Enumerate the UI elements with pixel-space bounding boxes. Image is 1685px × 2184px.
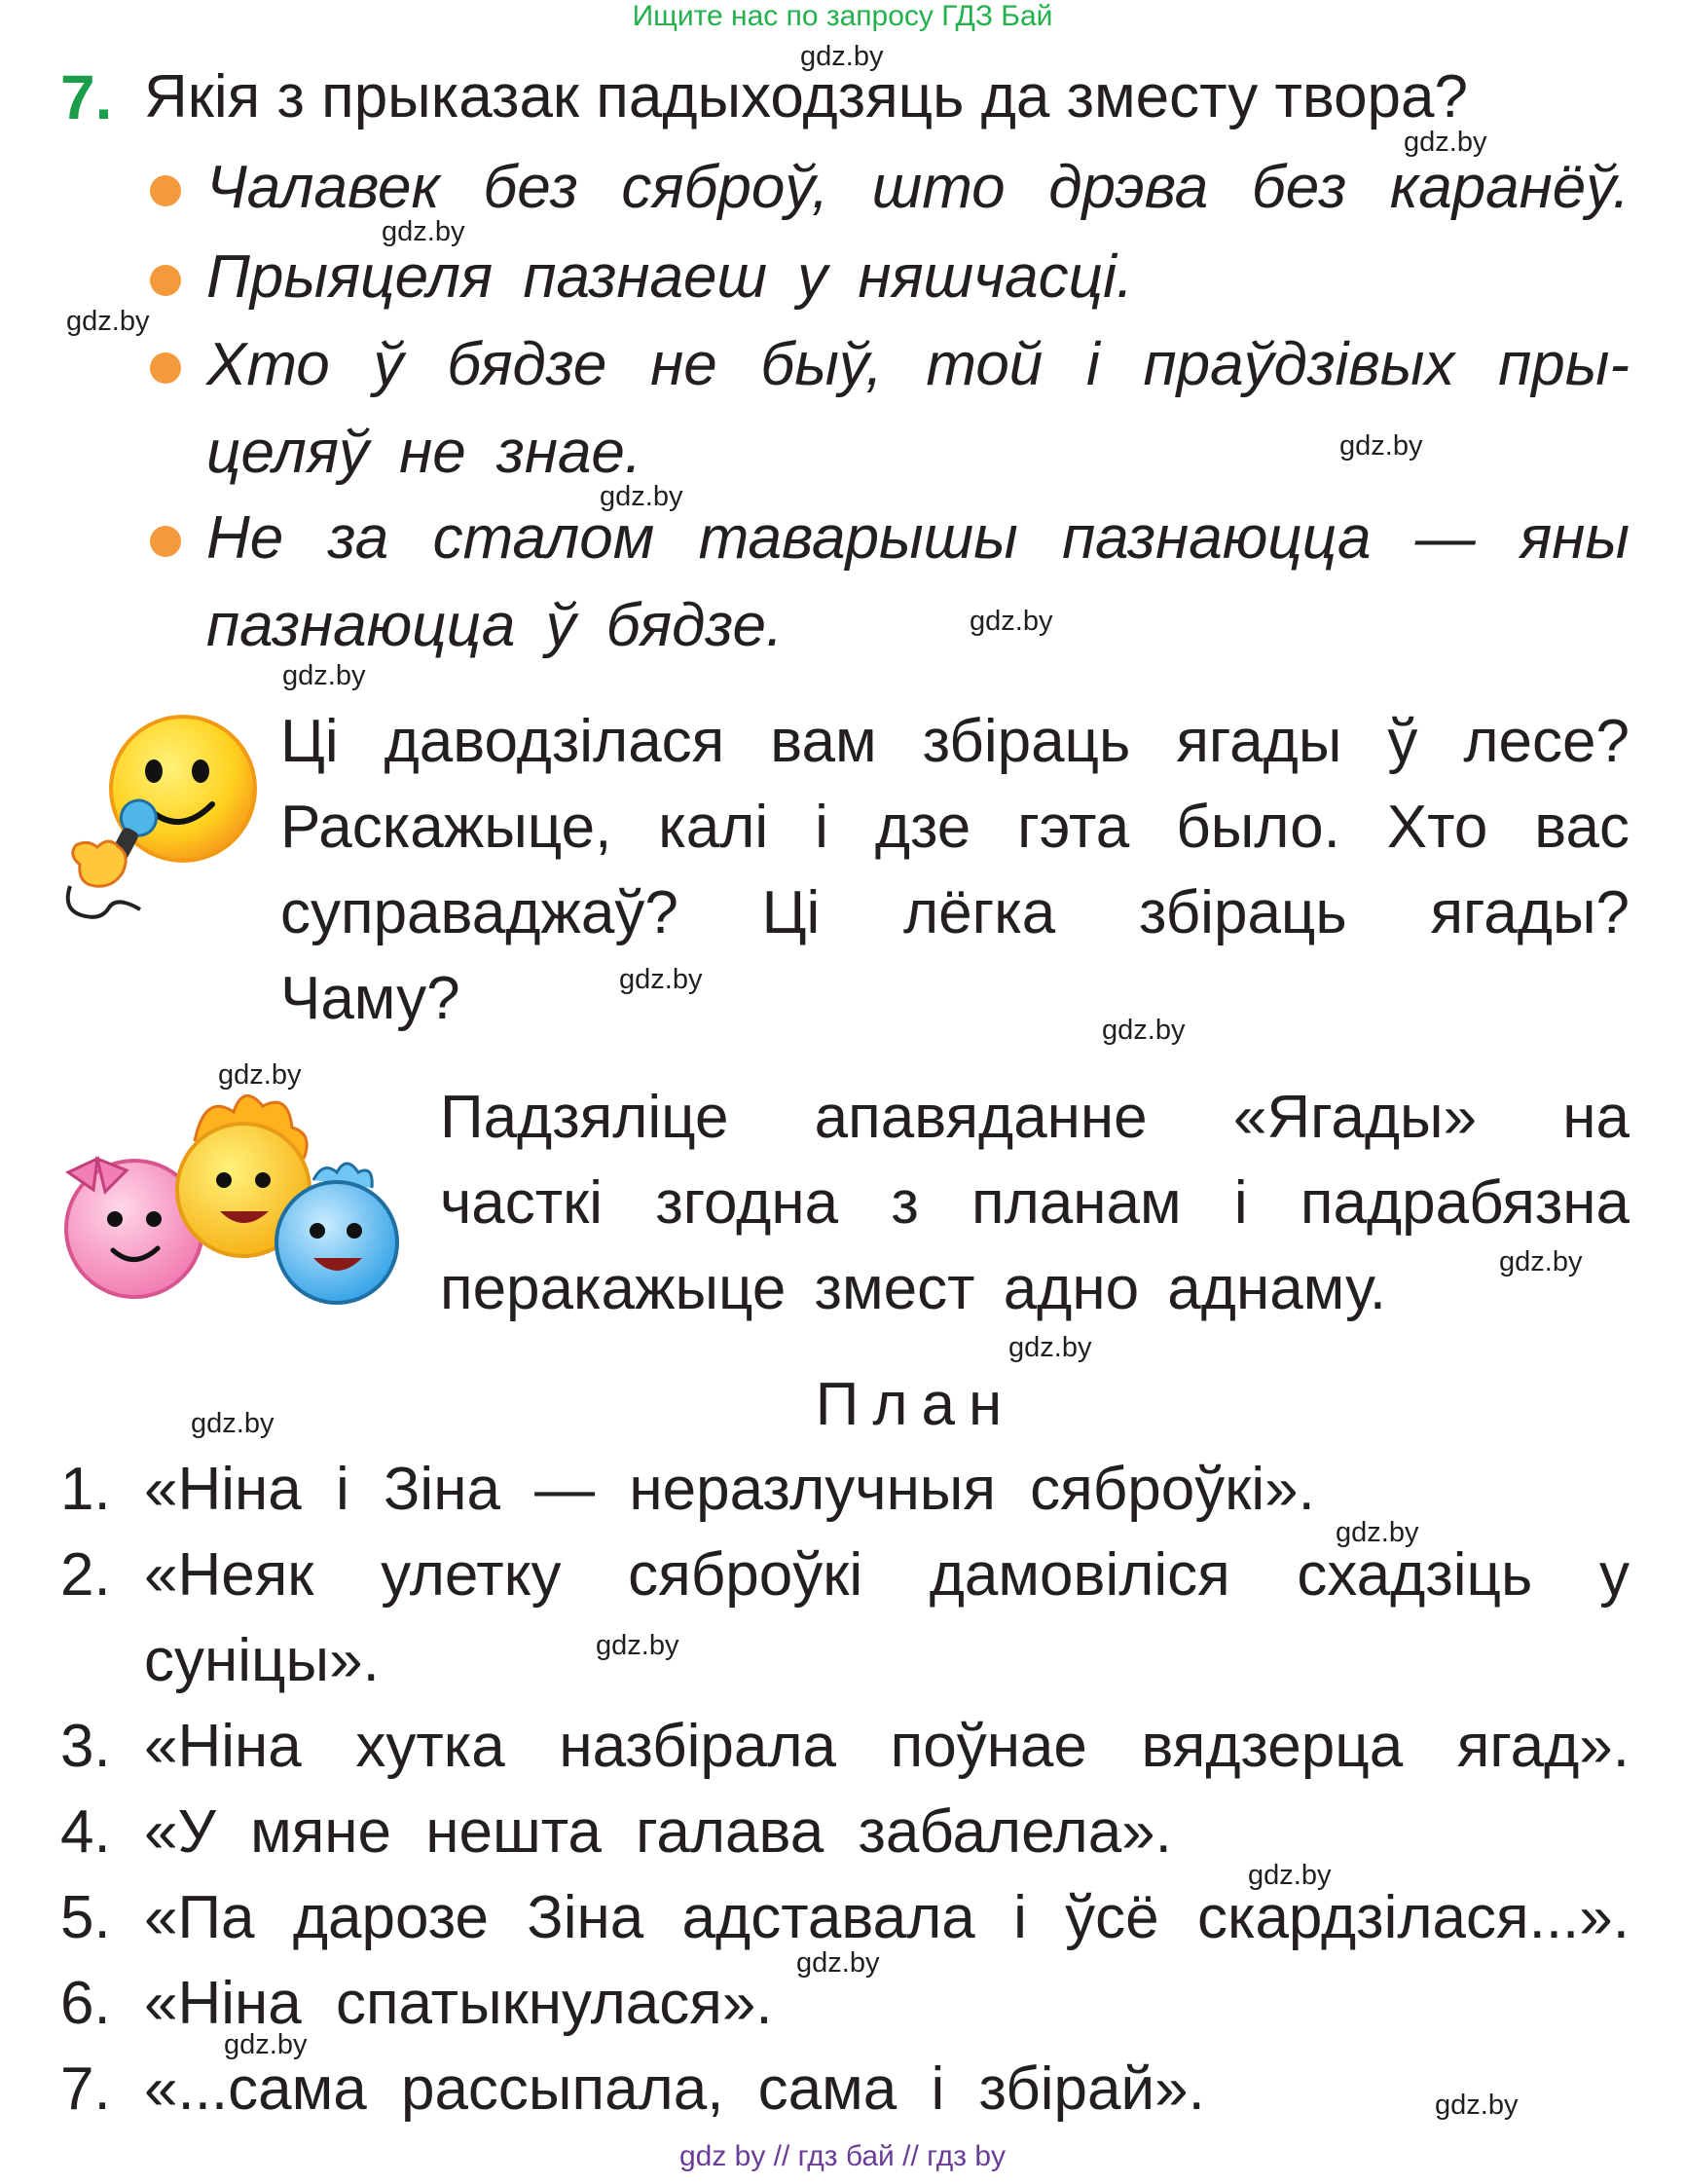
- plan-item-number: 1.: [60, 1456, 111, 1523]
- bullet-icon: [150, 352, 181, 384]
- proverb-line: целяў не знае.: [206, 419, 642, 486]
- watermark: gdz.by: [1435, 2090, 1519, 2121]
- watermark: gdz.by: [619, 964, 703, 995]
- plan-item-number: 3.: [60, 1713, 111, 1780]
- proverb-line: Хто ў бядзе не быў, той і праўдзівых пры-: [206, 331, 1630, 398]
- bullet-icon: [150, 175, 181, 206]
- group-task-line: часткі згодна з планам і падрабязна: [440, 1169, 1630, 1237]
- plan-item-number: 7.: [60, 2055, 111, 2123]
- watermark: gdz.by: [218, 1059, 302, 1091]
- plan-item-line: «Па дарозе Зіна адставала і ўсё скардзілася...».: [144, 1884, 1630, 1951]
- top-banner: Ищите нас по запросу ГДЗ Бай: [632, 0, 1053, 32]
- discussion-line: Раскажыце, калі і дзе гэта было. Хто вас: [280, 794, 1630, 861]
- plan-item-line: «...сама рассыпала, сама і збірай».: [144, 2055, 1205, 2123]
- group-task-line: Падзяліце апавяданне «Ягады» на: [440, 1084, 1630, 1151]
- watermark: gdz.by: [1102, 1015, 1186, 1046]
- proverb: [206, 144, 1630, 232]
- watermark: gdz.by: [282, 660, 366, 691]
- bottom-banner: gdz by // гдз бай // гдз by: [678, 2140, 1007, 2172]
- task-question: Якія з прыказак падыходзяць да зместу твора?: [144, 63, 1469, 130]
- group-task-line: перакажыце змест адно аднаму.: [440, 1255, 1387, 1322]
- watermark: gdz.by: [1339, 430, 1423, 462]
- discussion-line: суправаджаў? Ці лёгка збіраць ягады?: [280, 879, 1630, 946]
- watermark: gdz.by: [800, 41, 884, 72]
- discussion-text: [280, 699, 1630, 1042]
- proverb-line: пазнаюцца ў бядзе.: [206, 592, 784, 659]
- plan-item-line: «Ніна і Зіна — неразлучныя сяброўкі».: [144, 1456, 1315, 1523]
- proverb-line: Чалавек без сяброў, што дрэва без каранёў.: [206, 154, 1630, 221]
- plan-item-number: 5.: [60, 1884, 111, 1951]
- watermark: gdz.by: [1008, 1332, 1092, 1363]
- plan-item-line: «Ніна спатыкнулася».: [144, 1970, 773, 2037]
- group-task-text: [440, 1075, 1630, 1332]
- watermark: gdz.by: [382, 216, 465, 247]
- watermark: gdz.by: [1499, 1246, 1583, 1277]
- watermark: gdz.by: [596, 1630, 679, 1661]
- watermark: gdz.by: [191, 1408, 275, 1439]
- watermark: gdz.by: [1248, 1860, 1332, 1891]
- discussion-line: Чаму?: [280, 965, 460, 1032]
- watermark: gdz.by: [970, 606, 1053, 637]
- proverb: [206, 321, 1630, 497]
- watermark: gdz.by: [66, 306, 150, 337]
- discussion-line: Ці даводзілася вам збіраць ягады ў лесе?: [280, 708, 1630, 775]
- proverb: [206, 234, 1630, 321]
- watermark: gdz.by: [600, 481, 683, 512]
- plan-title: План: [815, 1371, 1016, 1438]
- proverb-line: Не за сталом таварышы пазнаюцца — яны: [206, 504, 1630, 572]
- proverb: [206, 495, 1630, 670]
- plan-item-number: 4.: [60, 1798, 111, 1866]
- plan-item-line: «Неяк улетку сяброўкі дамовіліся схадзіць у: [144, 1541, 1630, 1609]
- plan-item-line: суніцы».: [144, 1627, 380, 1694]
- watermark: gdz.by: [224, 2029, 308, 2060]
- bullet-icon: [150, 265, 181, 296]
- plan-item-line: «Ніна хутка назбірала поўнае вядзерца ягад».: [144, 1713, 1630, 1780]
- three-smileys-group-icon: [58, 1083, 409, 1307]
- bullet-icon: [150, 526, 181, 557]
- watermark: gdz.by: [1336, 1517, 1419, 1548]
- task-number: 7.: [60, 62, 113, 132]
- proverb-line: Прыяцеля пазнаеш у няшчасці.: [206, 243, 1134, 311]
- watermark: gdz.by: [796, 1947, 880, 1979]
- watermark: gdz.by: [1404, 127, 1487, 158]
- plan-item-line: «У мяне нешта галава забалела».: [144, 1798, 1172, 1866]
- plan-item-number: 6.: [60, 1970, 111, 2037]
- plan-item-number: 2.: [60, 1541, 111, 1609]
- smiley-microphone-icon: [58, 709, 263, 933]
